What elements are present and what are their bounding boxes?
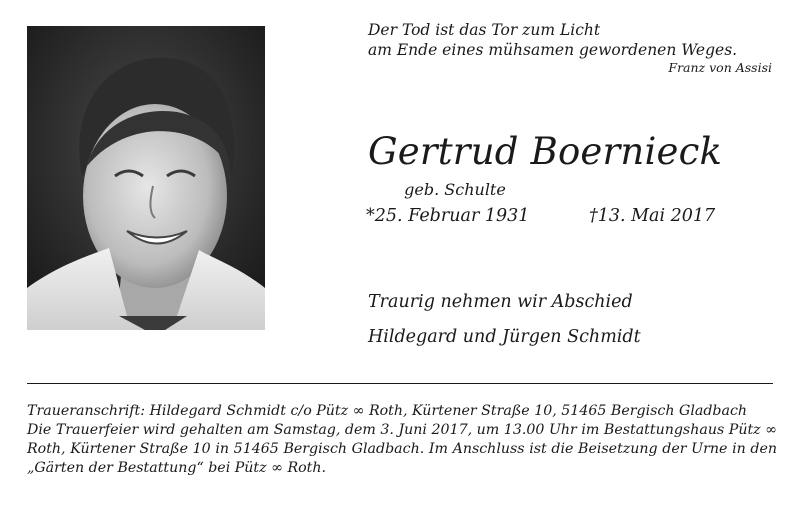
footer-block: [27, 402, 777, 478]
portrait-photo: [27, 26, 265, 330]
born-name: geb. Schulte: [404, 180, 506, 199]
quote-block: [368, 20, 772, 76]
quote-author: Franz von Assisi: [668, 60, 772, 75]
death-date: †13. Mai 2017: [589, 206, 716, 226]
funeral-address: Traueranschrift: Hildegard Schmidt c/o Pütz ∞ Roth, Kürtener Straße 10, 51465 Bergisch Gladbach: [27, 403, 748, 419]
birth-date: *25. Februar 1931: [366, 206, 530, 226]
born-name-row: [0, 180, 800, 199]
mourning-signatories: Hildegard und Jürgen Schmidt: [368, 327, 641, 347]
mourning-line-1: Traurig nehmen wir Abschied: [368, 292, 633, 312]
quote-line-1: Der Tod ist das Tor zum Licht: [368, 21, 601, 39]
quote-line-2: am Ende eines mühsamen gewordenen Weges.: [368, 41, 738, 59]
portrait-photo-image: [27, 26, 265, 330]
divider: [27, 383, 773, 384]
deceased-name: Gertrud Boernieck: [368, 130, 723, 173]
funeral-service-info: Die Trauerfeier wird gehalten am Samstag, dem 3. Juni 2017, um 13.00 Uhr im Bestattungshaus Pütz ∞ Roth, Kürtener Straße 10 in 51465 Bergisch Gladbach. Im Anschluss ist die Beisetzung der Urne in den „Gärten der Bestattung“ bei Pütz ∞ Roth.: [27, 422, 777, 476]
